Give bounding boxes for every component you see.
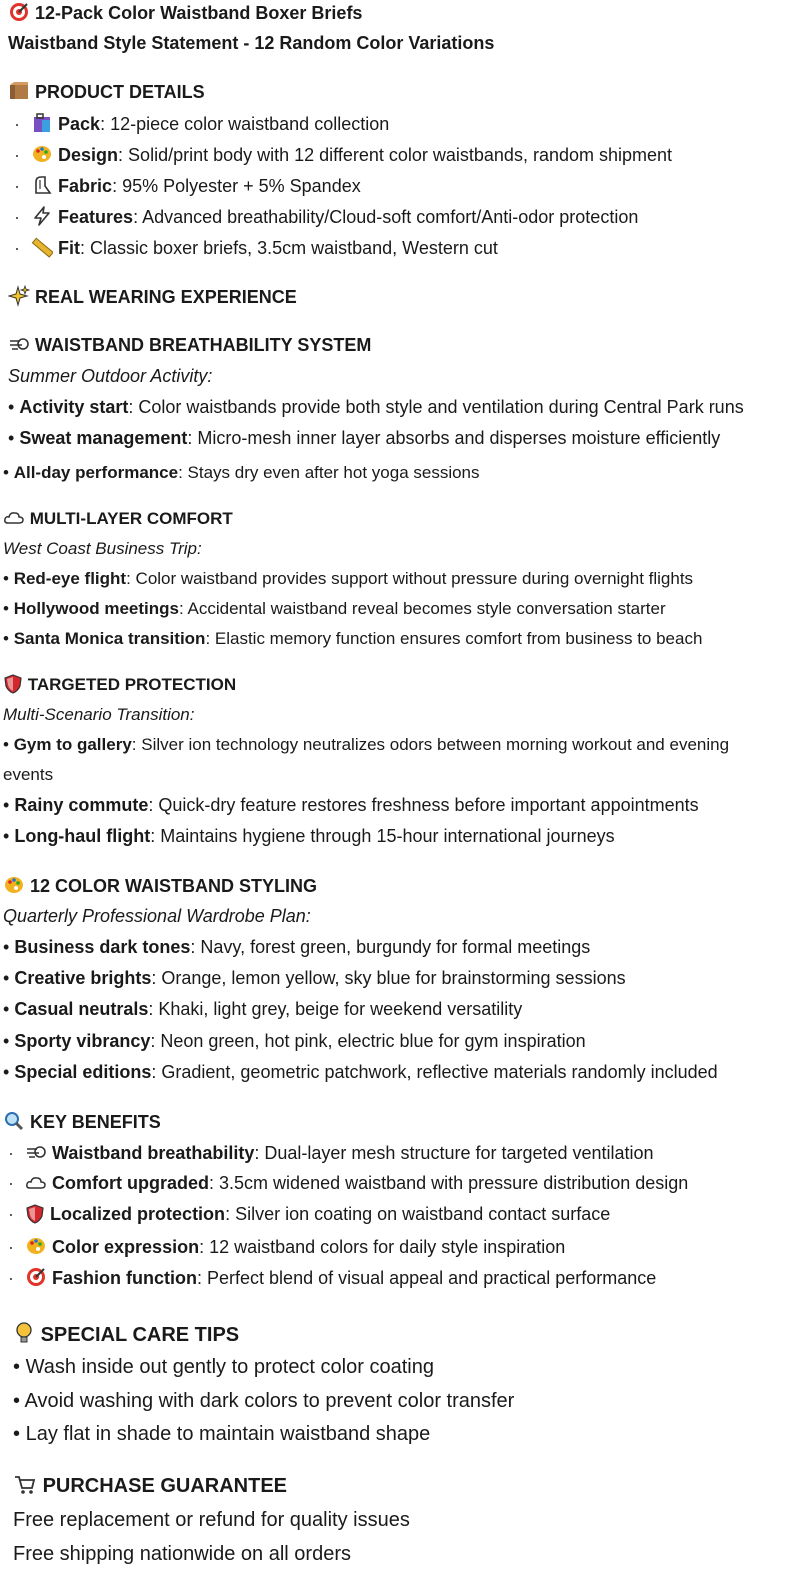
sparkles-icon: [8, 285, 30, 312]
scenario-label: Summer Outdoor Activity:: [8, 366, 213, 386]
section-heading-real-wearing: REAL WEARING EXPERIENCE: [8, 285, 800, 312]
lightning-icon: [31, 205, 53, 232]
title-line: [8, 1, 800, 28]
list-item: · Color expression: 12 waistband colors for daily style inspiration: [8, 1235, 800, 1262]
list-item: • Business dark tones: Navy, forest green, burgundy for formal meetings: [3, 937, 591, 957]
guarantee-item: Free shipping nationwide on all orders: [13, 1543, 351, 1565]
target-icon: [8, 1, 30, 28]
list-item: · Localized protection: Silver ion coating on waistband contact surface: [8, 1203, 800, 1229]
section-heading-guarantee: PURCHASE GUARANTEE: [13, 1474, 800, 1502]
cloud-icon: [25, 1173, 47, 1198]
magnifier-icon: [3, 1110, 25, 1137]
target-icon: [25, 1266, 47, 1293]
wind-icon: [25, 1141, 47, 1168]
list-item: · Waistband breathability: Dual-layer mesh structure for targeted ventilation: [8, 1141, 800, 1168]
section-heading-product-details: PRODUCT DETAILS: [8, 80, 800, 107]
list-item: · Fashion function: Perfect blend of visual appeal and practical performance: [8, 1266, 800, 1293]
ruler-icon: [31, 236, 53, 263]
list-item: • Rainy commute: Quick-dry feature restores freshness before important appointments: [3, 795, 699, 815]
section-heading-benefits: KEY BENEFITS: [3, 1110, 800, 1137]
list-item: • Long-haul flight: Maintains hygiene through 15-hour international journeys: [3, 826, 615, 846]
list-item: • Gym to gallery: Silver ion technology neutralizes odors between morning workout and evening: [3, 735, 730, 754]
list-item: • Sweat management: Micro-mesh inner layer absorbs and disperses moisture efficiently: [8, 428, 721, 448]
list-item: • Santa Monica transition: Elastic memory function ensures comfort from business to beach: [3, 629, 703, 648]
shopping-cart-icon: [13, 1474, 37, 1502]
list-item: · Features: Advanced breathability/Cloud-soft comfort/Anti-odor protection: [14, 205, 800, 232]
section-heading-comfort: MULTI-LAYER COMFORT: [3, 508, 800, 534]
list-item: · Fabric: 95% Polyester + 5% Spandex: [14, 174, 800, 201]
scenario-label: West Coast Business Trip:: [3, 539, 202, 558]
section-heading-breathability: WAISTBAND BREATHABILITY SYSTEM: [8, 333, 800, 360]
lightbulb-icon: [13, 1321, 35, 1351]
scenario-label: Multi-Scenario Transition:: [3, 705, 195, 724]
list-item: • Sporty vibrancy: Neon green, hot pink, electric blue for gym inspiration: [3, 1031, 586, 1051]
section-heading-protection: TARGETED PROTECTION: [3, 674, 800, 700]
list-item: • Wash inside out gently to protect color coating: [13, 1356, 434, 1378]
wind-icon: [8, 333, 30, 360]
shield-icon: [3, 674, 23, 700]
scenario-label: Quarterly Professional Wardrobe Plan:: [3, 906, 311, 926]
fabric-icon: [31, 174, 53, 201]
section-heading-care: SPECIAL CARE TIPS: [13, 1321, 800, 1351]
shield-icon: [25, 1204, 45, 1229]
list-item: • Casual neutrals: Khaki, light grey, beige for weekend versatility: [3, 999, 523, 1019]
guarantee-item: Free replacement or refund for quality issues: [13, 1509, 410, 1531]
list-item: · Pack: 12-piece color waistband collection: [14, 112, 800, 139]
page-subtitle: Waistband Style Statement - 12 Random Color Variations: [8, 33, 495, 53]
list-item: • Special editions: Gradient, geometric patchwork, reflective materials randomly included: [3, 1062, 718, 1082]
list-item: • Creative brights: Orange, lemon yellow, sky blue for brainstorming sessions: [3, 968, 626, 988]
list-item: · Comfort upgraded: 3.5cm widened waistband with pressure distribution design: [8, 1172, 800, 1198]
palette-icon: [31, 143, 53, 170]
list-item: • Hollywood meetings: Accidental waistband reveal becomes style conversation starter: [3, 599, 666, 618]
list-item: • Lay flat in shade to maintain waistband shape: [13, 1423, 431, 1445]
list-item: • Avoid washing with dark colors to prevent color transfer: [13, 1390, 515, 1412]
list-item: • All-day performance: Stays dry even after hot yoga sessions: [3, 463, 480, 482]
package-box-icon: [8, 80, 30, 107]
page-title: 12-Pack Color Waistband Boxer Briefs: [35, 3, 363, 23]
cloud-icon: [3, 508, 25, 534]
list-item-continuation: events: [3, 765, 54, 784]
list-item: • Activity start: Color waistbands provide both style and ventilation during Central Park runs: [8, 397, 744, 417]
bag-icon: [31, 112, 53, 139]
list-item: • Red-eye flight: Color waistband provides support without pressure during overnight flights: [3, 569, 694, 588]
section-heading-styling: 12 COLOR WAISTBAND STYLING: [3, 874, 800, 901]
list-item: · Fit: Classic boxer briefs, 3.5cm waistband, Western cut: [14, 236, 800, 263]
palette-icon: [25, 1235, 47, 1262]
list-item: · Design: Solid/print body with 12 different color waistbands, random shipment: [14, 143, 800, 170]
palette-icon: [3, 874, 25, 901]
